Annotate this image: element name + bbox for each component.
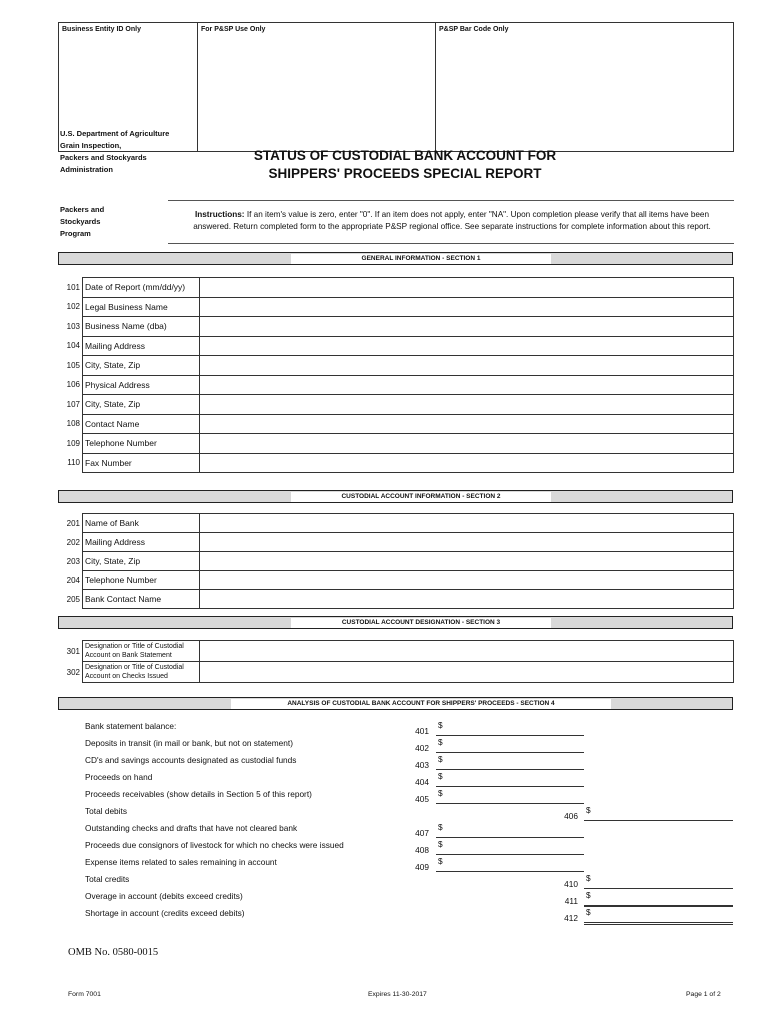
item-input-field[interactable] xyxy=(200,571,734,590)
instructions-label: Instructions: xyxy=(194,210,245,219)
amount-input-field[interactable] xyxy=(436,770,584,786)
item-label: Date of Report (mm/dd/yy) xyxy=(83,278,200,298)
item-number: 302 xyxy=(66,667,80,677)
item-label: Designation or Title of Custodial Account on Bank Statement xyxy=(83,641,200,662)
item-number: 102 xyxy=(66,302,80,312)
item-input-field[interactable] xyxy=(200,395,734,415)
table-row xyxy=(58,395,734,415)
dollar-sign: $ xyxy=(438,771,443,781)
amount-input-field[interactable] xyxy=(436,855,584,871)
analysis-item-number: 408 xyxy=(415,845,429,855)
analysis-item-number: 411 xyxy=(564,896,578,906)
item-label: Bank Contact Name xyxy=(83,590,200,609)
table-row xyxy=(58,641,734,662)
agency-block: U.S. Department of Agriculture Grain Inspection, Packers and Stockyards Administration xyxy=(60,129,170,174)
analysis-item-number: 406 xyxy=(564,811,578,821)
dollar-sign: $ xyxy=(438,822,443,832)
analysis-item-label: Overage in account (debits exceed credits) xyxy=(85,891,243,901)
amount-input-field[interactable] xyxy=(436,838,584,854)
item-label: Physical Address xyxy=(83,375,200,395)
analysis-item-label: Deposits in transit (in mail or bank, but not on statement) xyxy=(85,738,293,748)
dollar-sign: $ xyxy=(586,890,591,900)
divider xyxy=(168,200,734,201)
analysis-item-label: Outstanding checks and drafts that have not cleared bank xyxy=(85,823,298,833)
analysis-item-number: 409 xyxy=(415,862,429,872)
table-row xyxy=(58,434,734,454)
item-number: 106 xyxy=(66,380,80,390)
table-row xyxy=(58,590,734,609)
amount-underline xyxy=(436,803,584,804)
analysis-item-number: 404 xyxy=(415,777,429,787)
item-input-field[interactable] xyxy=(200,317,734,337)
item-input-field[interactable] xyxy=(200,552,734,571)
dollar-sign: $ xyxy=(438,737,443,747)
item-number: 301 xyxy=(66,646,80,656)
analysis-item-number: 410 xyxy=(564,879,578,889)
analysis-item-label: Total credits xyxy=(85,874,130,884)
item-number: 104 xyxy=(66,341,80,351)
amount-underline xyxy=(436,871,584,872)
section-2-header: CUSTODIAL ACCOUNT INFORMATION - SECTION 2 xyxy=(58,490,733,503)
dollar-sign: $ xyxy=(438,788,443,798)
psp-use-only-box xyxy=(197,22,436,152)
item-label: Contact Name xyxy=(83,414,200,434)
dollar-sign: $ xyxy=(438,754,443,764)
analysis-item-number: 407 xyxy=(415,828,429,838)
psp-bar-code-box xyxy=(435,22,734,152)
page-title: STATUS OF CUSTODIAL BANK ACCOUNT FOR SHIPPERS' PROCEEDS SPECIAL REPORT xyxy=(253,148,557,181)
item-input-field[interactable] xyxy=(200,590,734,609)
amount-input-field[interactable] xyxy=(584,889,733,905)
item-number: 201 xyxy=(66,518,80,528)
dollar-sign: $ xyxy=(438,839,443,849)
dollar-sign: $ xyxy=(438,856,443,866)
item-label: Business Name (dba) xyxy=(83,317,200,337)
item-label: City, State, Zip xyxy=(83,395,200,415)
item-number: 105 xyxy=(66,360,80,370)
analysis-item-label: Bank statement balance: xyxy=(85,721,177,731)
analysis-item-label: Proceeds due consignors of livestock for which no checks were issued xyxy=(85,840,344,850)
analysis-item-label: CD's and savings accounts designated as custodial funds xyxy=(85,755,297,765)
item-number: 110 xyxy=(67,458,80,468)
dollar-sign: $ xyxy=(586,805,591,815)
item-label: Designation or Title of Custodial Account on Checks Issued xyxy=(83,662,200,683)
general-info-table xyxy=(58,277,734,473)
item-input-field[interactable] xyxy=(200,434,734,454)
item-label: Mailing Address xyxy=(83,533,200,552)
item-input-field[interactable] xyxy=(200,375,734,395)
item-number: 107 xyxy=(66,399,80,409)
item-input-field[interactable] xyxy=(200,414,734,434)
analysis-item-number: 405 xyxy=(415,794,429,804)
analysis-item-label: Shortage in account (credits exceed debits) xyxy=(85,908,245,918)
table-row xyxy=(58,552,734,571)
analysis-item-number: 402 xyxy=(415,743,429,753)
table-row xyxy=(58,375,734,395)
analysis-item-number: 412 xyxy=(564,913,578,923)
table-row xyxy=(58,514,734,533)
designation-table xyxy=(58,640,734,683)
analysis-item-label: Proceeds on hand xyxy=(85,772,153,782)
page-number: Page 1 of 2 xyxy=(686,991,721,998)
item-label: City, State, Zip xyxy=(83,552,200,571)
table-row xyxy=(58,662,734,683)
amount-input-field[interactable] xyxy=(584,872,733,888)
table-row xyxy=(58,297,734,317)
amount-input-field[interactable] xyxy=(436,736,584,752)
program-block: Packers and Stockyards Program xyxy=(60,205,105,238)
item-number: 205 xyxy=(66,594,80,604)
item-input-field[interactable] xyxy=(200,297,734,317)
item-label: Telephone Number xyxy=(83,434,200,454)
item-label: Telephone Number xyxy=(83,571,200,590)
table-row xyxy=(58,278,734,298)
item-number: 202 xyxy=(66,537,80,547)
item-label: Fax Number xyxy=(83,453,200,473)
omb-number: OMB No. 0580-0015 xyxy=(68,947,159,958)
psp-use-only-label: For P&SP Use Only xyxy=(201,26,266,33)
item-input-field[interactable] xyxy=(200,336,734,356)
analysis-item-number: 403 xyxy=(415,760,429,770)
dollar-sign: $ xyxy=(586,907,591,917)
amount-underline xyxy=(584,820,733,821)
business-entity-id-label: Business Entity ID Only xyxy=(62,26,141,33)
dollar-sign: $ xyxy=(438,720,443,730)
amount-input-field[interactable] xyxy=(436,753,584,769)
dollar-sign: $ xyxy=(586,873,591,883)
analysis-item-number: 401 xyxy=(415,726,429,736)
section-1-header: GENERAL INFORMATION - SECTION 1 xyxy=(58,252,733,265)
divider xyxy=(168,243,734,244)
analysis-item-label: Proceeds receivables (show details in Section 5 of this report) xyxy=(85,789,312,799)
item-label: Name of Bank xyxy=(83,514,200,533)
amount-input-field[interactable] xyxy=(584,804,733,820)
item-input-field[interactable] xyxy=(200,533,734,552)
custodial-account-table xyxy=(58,513,734,609)
expiration-date: Expires 11-30-2017 xyxy=(368,991,427,998)
item-input-field[interactable] xyxy=(200,453,734,473)
item-input-field[interactable] xyxy=(200,356,734,376)
analysis-item-label: Total debits xyxy=(85,806,127,816)
section-3-header: CUSTODIAL ACCOUNT DESIGNATION - SECTION 3 xyxy=(58,616,733,629)
item-number: 204 xyxy=(66,575,80,585)
table-row xyxy=(58,336,734,356)
amount-input-field[interactable] xyxy=(584,906,733,922)
instructions: Instructions: If an item's value is zero, enter "0". If an item does not apply, enter "NA". Upon completion please verify that all items have been answered. Return completed form to the appropriate P&SP regional office. See separate instructions for complete information about this report. xyxy=(193,210,711,231)
item-input-field[interactable] xyxy=(200,662,734,683)
table-row xyxy=(58,414,734,434)
item-number: 109 xyxy=(66,438,80,448)
section-4-header: ANALYSIS OF CUSTODIAL BANK ACCOUNT FOR SHIPPERS' PROCEEDS - SECTION 4 xyxy=(58,697,733,710)
item-label: Mailing Address xyxy=(83,336,200,356)
amount-input-field[interactable] xyxy=(436,821,584,837)
table-row xyxy=(58,453,734,473)
item-number: 103 xyxy=(66,321,80,331)
item-input-field[interactable] xyxy=(200,514,734,533)
item-number: 108 xyxy=(66,419,80,429)
item-number: 203 xyxy=(66,556,80,566)
amount-input-field[interactable] xyxy=(436,719,584,735)
table-row xyxy=(58,317,734,337)
table-row xyxy=(58,533,734,552)
item-label: City, State, Zip xyxy=(83,356,200,376)
item-number: 101 xyxy=(66,282,80,292)
amount-input-field[interactable] xyxy=(436,787,584,803)
analysis-item-label: Expense items related to sales remaining in account xyxy=(85,857,277,867)
table-row xyxy=(58,356,734,376)
psp-bar-code-label: P&SP Bar Code Only xyxy=(439,26,509,33)
table-row xyxy=(58,571,734,590)
item-input-field[interactable] xyxy=(200,278,734,298)
item-input-field[interactable] xyxy=(200,641,734,662)
item-label: Legal Business Name xyxy=(83,297,200,317)
form-number: Form 7001 xyxy=(68,991,101,998)
amount-underline xyxy=(584,922,733,925)
